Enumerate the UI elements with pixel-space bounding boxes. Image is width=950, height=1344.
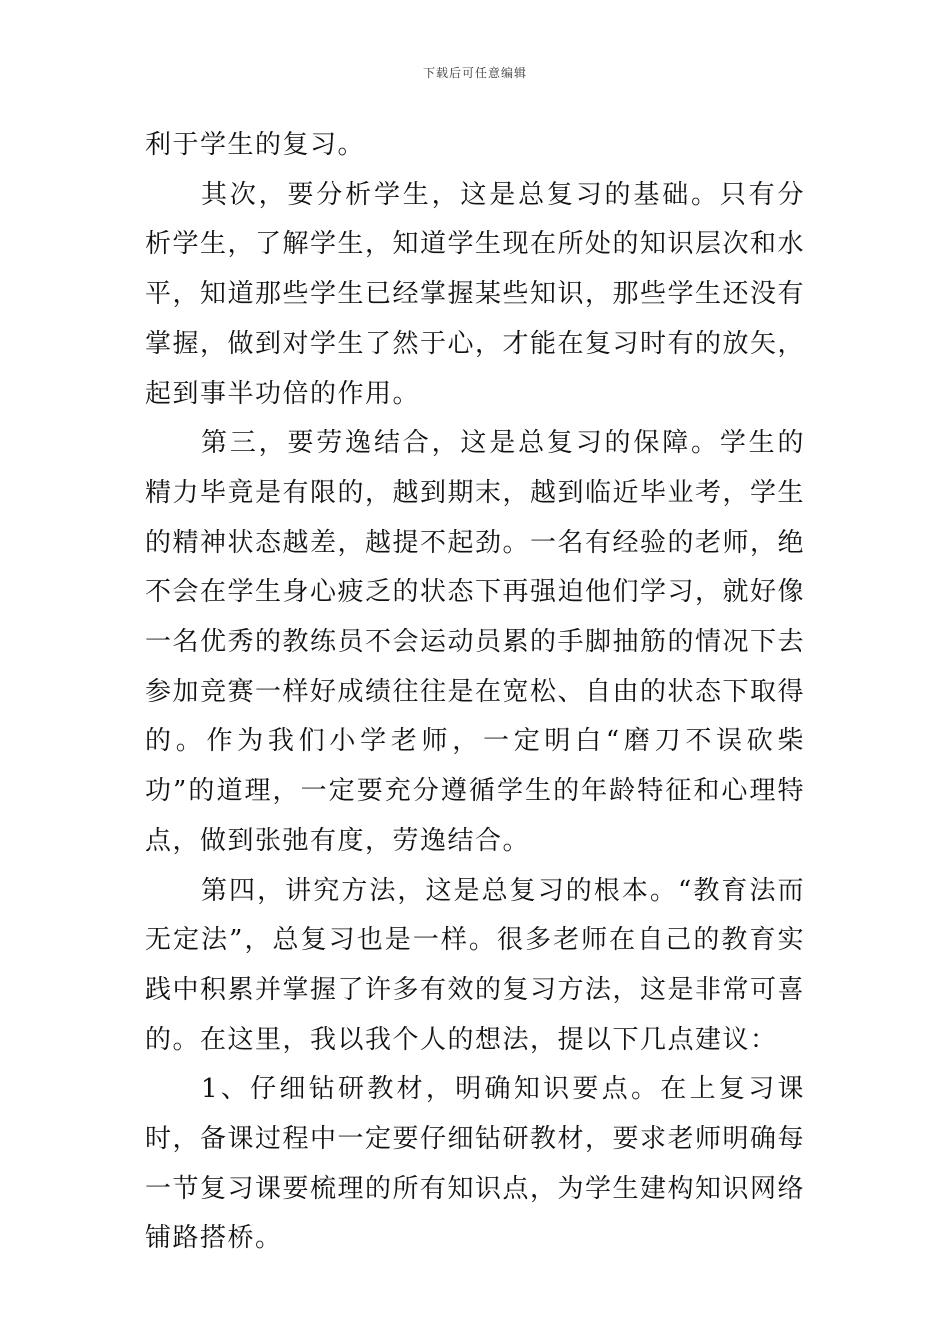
page-header: 下载后可任意编辑 bbox=[422, 66, 527, 80]
paragraph-fourth-point: 第四，讲究方法，这是总复习的根本。“教育法而无定法”，总复习也是一样。很多老师在自己的教育实践中积累并掌握了许多有效的复习方法，这是非常可喜的。在这里，我以我个人的想法，提以下几点建议： bbox=[145, 875, 806, 1055]
paragraph-second-point: 其次，要分析学生，这是总复习的基础。只有分析学生，了解学生，知道学生现在所处的知识层次和水平，知道那些学生已经掌握某些知识，那些学生还没有掌握，做到对学生了然于心，才能在复习时有的放矢，起到事半功倍的作用。 bbox=[145, 179, 806, 409]
paragraph-third-point: 第三，要劳逸结合，这是总复习的保障。学生的精力毕竟是有限的，越到期末，越到临近毕业考，学生的精神状态越差，越提不起劲。一名有经验的老师，绝不会在学生身心疲乏的状态下再强迫他们学习，就好像一名优秀的教练员不会运动员累的手脚抽筋的情况下去参加竞赛一样好成绩往往是在宽松、自由的状态下取得的。作为我们小学老师，一定明白“磨刀不误砍柴功”的道理，一定要充分遵循学生的年龄特征和心理特点，做到张弛有度，劳逸结合。 bbox=[145, 428, 806, 856]
paragraph-suggestion-1: 1、仔细钻研教材，明确知识要点。在上复习课时，备课过程中一定要仔细钻研教材，要求老师明确每一节复习课要梳理的所有知识点，为学生建构知识网络铺路搭桥。 bbox=[145, 1074, 806, 1254]
document-body bbox=[145, 121, 805, 1264]
paragraph-continuation: 利于学生的复习。 bbox=[145, 130, 366, 160]
